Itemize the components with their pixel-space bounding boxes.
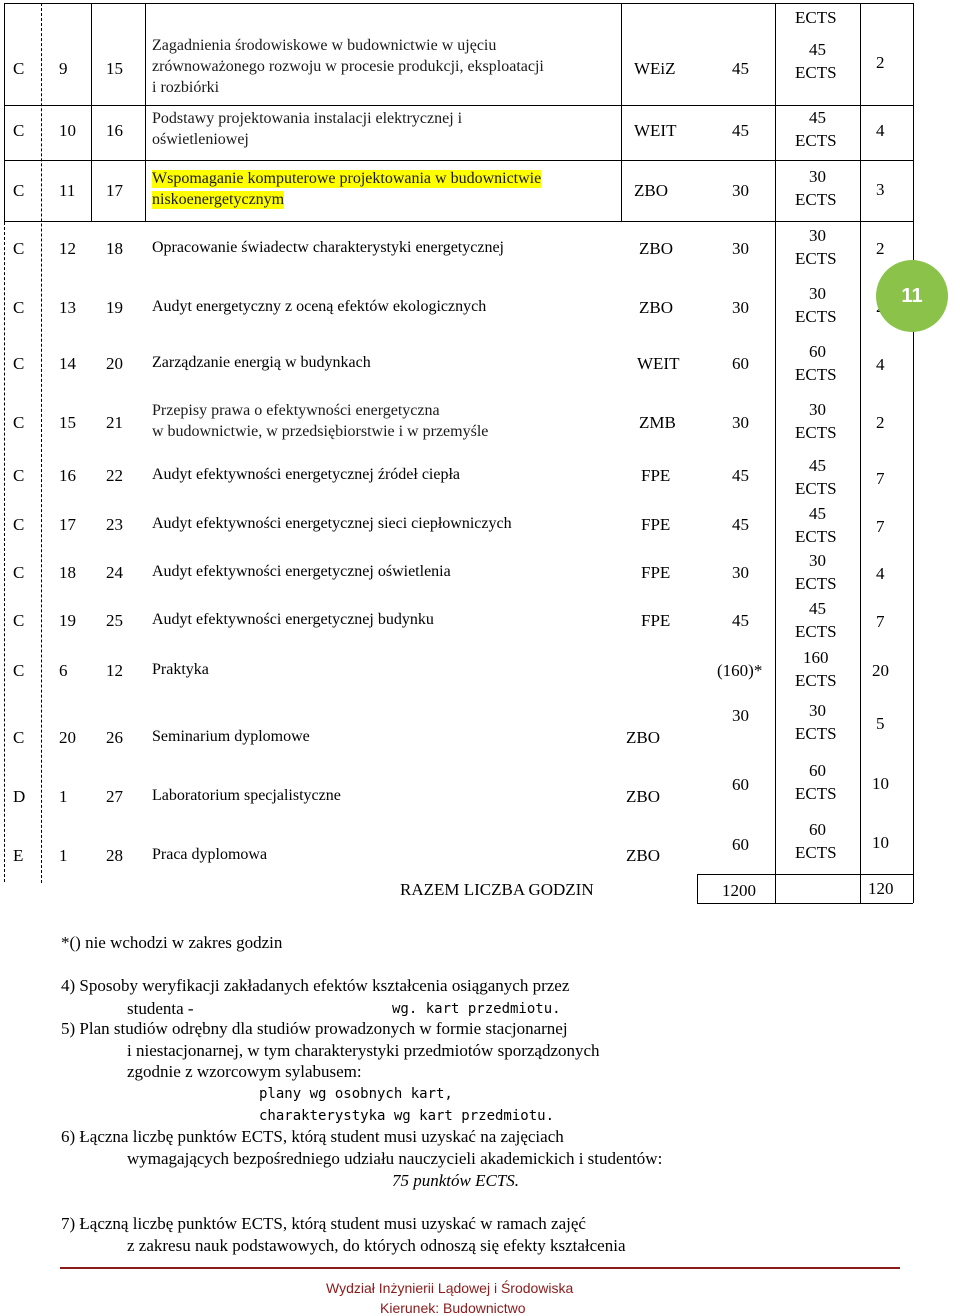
note-5-line3: zgodnie z wzorcowym sylabusem: [127,1062,362,1081]
row-hours: 45 [732,121,749,140]
row-hours: 30 [732,239,749,258]
row-hours: 60 [732,775,749,794]
row-kind: C [13,466,25,485]
row-number: 10 [59,121,76,140]
row-ects-label: ECTS [795,527,837,546]
row-subject-name: Przepisy prawa o efektywności energetyczna [152,402,440,419]
row-lp: 23 [106,515,123,534]
row-ects-points: 4 [876,121,885,140]
row-subject-name: Audyt efektywności energetycznej budynku [152,611,434,628]
row-lp: 26 [106,728,123,747]
row-hours: 30 [732,181,749,200]
row-ects-label: ECTS [795,249,837,268]
row-number: 9 [59,58,68,78]
row-subject-name: Audyt efektywności energetycznej sieci ciepłowniczych [152,515,512,532]
row-unit: WEiZ [634,58,676,78]
row-ects-hours: 30 [809,551,826,570]
row-kind: C [13,121,25,140]
note-6-line3: 75 punktów ECTS. [392,1171,520,1190]
row-number: 14 [59,354,76,373]
note-4-line3: wg. kart przedmiotu. [392,1001,561,1017]
row-ects-label: ECTS [795,671,837,690]
row-ects-label: ECTS [795,307,837,326]
table-left-dashed [4,222,5,882]
row-kind: E [13,846,24,865]
row-unit: ZBO [634,181,668,200]
row-unit: ZBO [626,787,660,806]
row-ects-hours: 45 [809,504,826,523]
row-unit: FPE [641,466,671,485]
row-lp: 12 [106,661,123,680]
row-hours: 45 [732,611,749,630]
row-hours: 45 [732,58,749,78]
row-hours: 30 [732,298,749,317]
table-col-divider [621,3,622,221]
ects-header: ECTS [795,8,837,27]
footer-rule [60,1267,900,1269]
row-number: 1 [59,846,68,865]
row-lp: 24 [106,563,123,582]
row-ects-hours: 30 [809,400,826,419]
row-separator [4,221,913,222]
row-unit: FPE [641,515,671,534]
row-ects-points: 3 [876,180,885,199]
row-ects-label: ECTS [795,423,837,442]
row-separator [4,160,913,161]
row-ects-hours: 30 [809,167,826,186]
row-lp: 25 [106,611,123,630]
row-hours: 45 [732,515,749,534]
table-top-border [4,3,914,4]
table-dashed-divider [41,3,42,883]
table-col-divider [860,3,861,903]
table-right-border [913,3,914,903]
row-ects-label: ECTS [795,622,837,641]
note-6-line1: 6) Łączna liczbę punktów ECTS, którą student musi uzyskać na zajęciach [61,1127,564,1146]
row-lp: 19 [106,298,123,317]
row-kind: C [13,413,25,432]
row-ects-points: 2 [876,53,885,72]
row-ects-label: ECTS [795,574,837,593]
row-ects-hours: 30 [809,284,826,303]
row-lp: 18 [106,239,123,258]
row-subject-name: Audyt efektywności energetycznej źródeł ciepła [152,466,461,483]
row-ects-label: ECTS [795,479,837,498]
row-ects-hours: 45 [809,108,826,127]
row-hours: 45 [732,466,749,485]
total-box-bottom [697,903,913,904]
row-number: 16 [59,466,76,485]
row-ects-label: ECTS [795,131,837,150]
row-lp: 17 [106,181,123,200]
note-5-line4: plany wg osobnych kart, [259,1086,453,1102]
row-ects-hours: 45 [809,40,826,59]
row-subject-name: Wspomaganie komputerowe projektowania w budownictwie [152,170,542,187]
row-subject-name: zrównoważonego rozwoju w procesie produkcji, eksploatacji [152,58,544,75]
row-subject-name: Zagadnienia środowiskowe w budownictwie w ujęciu [152,37,497,54]
total-box-left [697,874,698,903]
row-number: 12 [59,239,76,258]
row-subject-name: Laboratorium specjalistyczne [152,787,341,804]
row-ects-hours: 60 [809,820,826,839]
row-unit: WEIT [637,354,680,373]
row-hours: 60 [732,835,749,854]
row-unit: ZBO [626,728,660,747]
row-lp: 20 [106,354,123,373]
row-ects-label: ECTS [795,190,837,209]
row-kind: C [13,661,25,680]
row-unit: FPE [641,563,671,582]
row-unit: WEIT [634,121,677,140]
row-ects-hours: 60 [809,342,826,361]
row-ects-points: 5 [876,714,885,733]
row-subject-name: oświetleniowej [152,131,249,148]
row-ects-points: 20 [872,661,889,680]
row-kind: C [13,728,25,747]
row-number: 18 [59,563,76,582]
total-label: RAZEM LICZBA GODZIN [400,880,594,899]
row-kind: C [13,181,25,200]
row-unit: ZMB [639,413,676,432]
row-subject-name: niskoenergetycznym [152,191,285,208]
row-hours: 30 [732,563,749,582]
footer-major: Kierunek: Budownictwo [380,1300,526,1316]
row-ects-points: 7 [876,469,885,488]
row-kind: C [13,563,25,582]
row-subject-name: w budownictwie, w przedsiębiorstwie i w przemyśle [152,423,489,440]
row-kind: C [13,354,25,373]
row-ects-points: 7 [876,517,885,536]
row-ects-label: ECTS [795,365,837,384]
row-ects-points: 2 [876,239,885,258]
row-number: 13 [59,298,76,317]
row-ects-points: 10 [872,774,889,793]
row-subject-name: Praktyka [152,661,209,678]
note-7-line1: 7) Łączną liczbę punktów ECTS, którą student musi uzyskać w ramach zajęć [61,1214,586,1233]
row-subject-name: Podstawy projektowania instalacji elektrycznej i [152,110,463,127]
row-unit: FPE [641,611,671,630]
row-subject-name: Opracowanie świadectw charakterystyki energetycznej [152,239,504,256]
row-lp: 16 [106,121,123,140]
note-5-line1: 5) Plan studiów odrębny dla studiów prowadzonych w formie stacjonarnej [61,1019,568,1038]
row-lp: 22 [106,466,123,485]
table-col-divider [91,3,92,221]
total-hours: 1200 [722,881,756,900]
row-lp: 15 [106,58,123,78]
row-number: 15 [59,413,76,432]
row-ects-points: 10 [872,833,889,852]
row-kind: D [13,787,26,806]
row-subject-name: Praca dyplomowa [152,846,268,863]
row-number: 19 [59,611,76,630]
row-number: 1 [59,787,68,806]
row-ects-points: 4 [876,355,885,374]
row-lp: 28 [106,846,123,865]
row-ects-points: 2 [876,413,885,432]
row-lp: 27 [106,787,123,806]
row-number: 20 [59,728,76,747]
table-left-border [4,3,5,221]
note-5-line5: charakterystyka wg kart przedmiotu. [259,1108,555,1124]
footer-faculty: Wydział Inżynierii Lądowej i Środowiska [326,1280,574,1296]
row-unit: ZBO [639,239,673,258]
row-kind: C [13,515,25,534]
row-hours: 60 [732,354,749,373]
page-number-badge: 11 [876,260,948,332]
row-ects-points: 7 [876,612,885,631]
table-col-divider [145,3,146,221]
row-ects-hours: 45 [809,456,826,475]
row-kind: C [13,239,25,258]
row-separator [4,105,913,106]
row-number: 17 [59,515,76,534]
note-5-line2: i niestacjonarnej, w tym charakterystyki przedmiotów sporządzonych [127,1041,600,1060]
row-ects-hours: 160 [803,648,829,667]
row-ects-label: ECTS [795,724,837,743]
row-kind: C [13,298,25,317]
note-7-line2: z zakresu nauk podstawowych, do których odnoszą się efekty kształcenia [127,1236,626,1255]
row-ects-hours: 45 [809,599,826,618]
total-ects: 120 [868,879,894,898]
row-number: 11 [59,181,76,200]
row-ects-points: 4 [876,564,885,583]
row-unit: ZBO [626,846,660,865]
row-hours: (160)* [717,661,763,680]
row-subject-name: Zarządzanie energią w budynkach [152,354,371,371]
row-ects-label: ECTS [795,843,837,862]
note-6-line2: wymagających bezpośredniego udziału nauczycieli akademickich i studentów: [127,1149,663,1168]
row-kind: C [13,58,25,78]
note-4-line1: 4) Sposoby weryfikacji zakładanych efektów kształcenia osiąganych przez [61,976,570,995]
row-subject-name: Seminarium dyplomowe [152,728,310,745]
row-subject-name: Audyt energetyczny z oceną efektów ekologicznych [152,298,487,315]
row-hours: 30 [732,413,749,432]
footnote: *() nie wchodzi w zakres godzin [61,933,283,952]
row-ects-label: ECTS [795,784,837,803]
table-col-divider [775,3,776,903]
row-ects-hours: 30 [809,226,826,245]
row-hours: 30 [732,706,749,725]
row-number: 6 [59,661,68,680]
row-subject-name: Audyt efektywności energetycznej oświetlenia [152,563,451,580]
row-ects-label: ECTS [795,63,837,82]
row-subject-name: i rozbiórki [152,79,220,96]
row-ects-hours: 60 [809,761,826,780]
row-ects-hours: 30 [809,701,826,720]
row-lp: 21 [106,413,123,432]
total-box-top [697,874,913,875]
row-unit: ZBO [639,298,673,317]
row-kind: C [13,611,25,630]
note-4-line2: studenta - [127,999,194,1018]
